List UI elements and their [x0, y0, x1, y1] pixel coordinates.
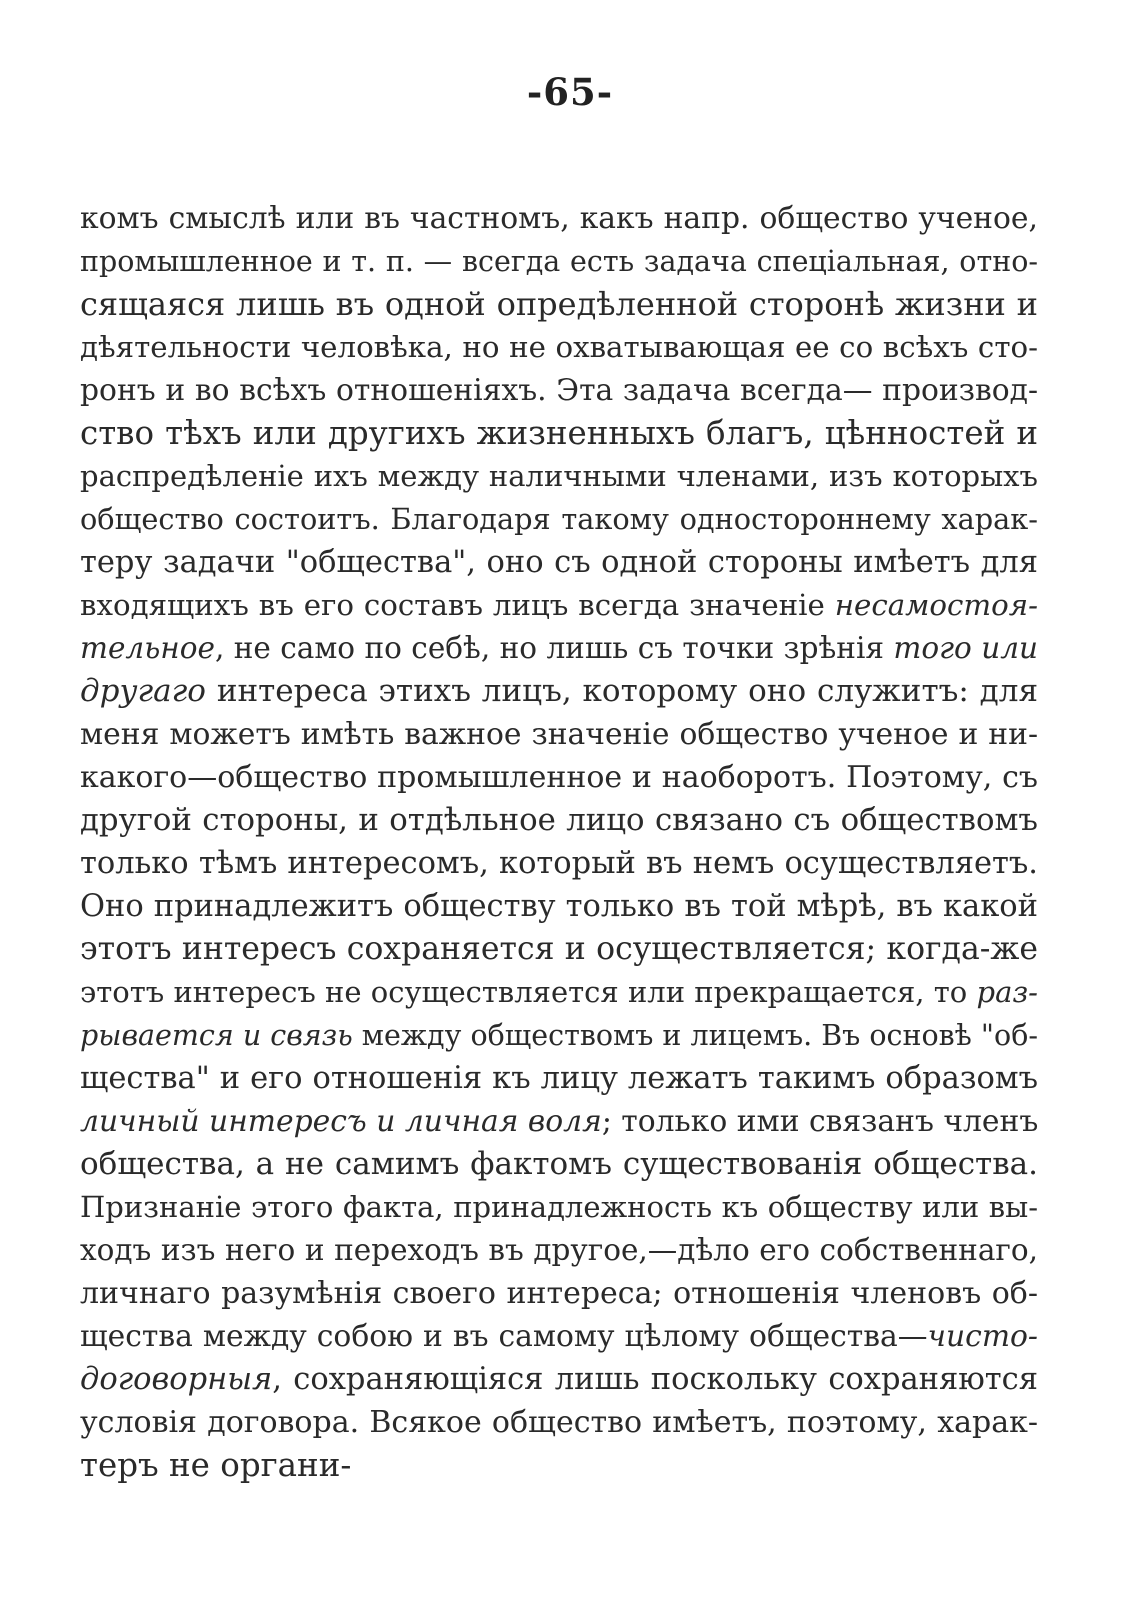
text-line — [80, 369, 1038, 412]
text-segment: ство тѣхъ или другихъ жизненныхъ благъ, цѣнностей и — [80, 414, 1038, 452]
text-line — [80, 627, 1038, 670]
text-line — [80, 240, 1038, 283]
text-segment: между обществомъ и лицемъ. Въ основѣ "об- — [352, 1019, 1038, 1052]
italic-text: договорныя — [80, 1362, 273, 1397]
text-line — [80, 670, 1038, 713]
text-segment: щества между собою и въ самому цѣлому общества— — [80, 1319, 928, 1354]
italic-text: другаго — [80, 673, 206, 709]
italic-text: того или — [893, 631, 1038, 665]
text-segment: этотъ интересъ не осуществляется или прекращается, то — [80, 975, 977, 1009]
text-line — [80, 1315, 1038, 1358]
text-segment: только тѣмъ интересомъ, который въ немъ осуществляетъ. — [80, 846, 1038, 881]
text-segment: Оно принадлежитъ обществу только въ той мѣрѣ, въ какой — [80, 889, 1038, 924]
text-segment: щества" и его отношенія къ лицу лежатъ такимъ образомъ — [80, 1061, 1038, 1096]
text-line — [80, 455, 1038, 498]
text-segment: Признаніе этого факта, принадлежность къ обществу или вы- — [80, 1190, 1038, 1224]
text-line — [80, 584, 1038, 627]
text-segment: ходъ изъ него и переходъ въ другое,—дѣло его собственнаго, — [80, 1233, 1038, 1267]
text-segment: другой стороны, и отдѣльное лицо связано съ обществомъ — [80, 802, 1038, 838]
text-line — [80, 498, 1038, 541]
body-text — [80, 197, 1038, 1487]
text-segment: общества, а не самимъ фактомъ существованія общества. — [80, 1146, 1038, 1182]
text-line — [80, 799, 1038, 842]
page-number: -65- — [526, 70, 614, 114]
text-segment: этотъ интересъ сохраняется и осуществляется; когда-же — [80, 931, 1038, 967]
text-line — [80, 885, 1038, 928]
text-segment: ронъ и во всѣхъ отношеніяхъ. Эта задача всегда— производ- — [80, 373, 1038, 408]
text-line — [80, 1057, 1038, 1100]
italic-text: тельное — [80, 631, 215, 665]
text-line — [80, 1143, 1038, 1186]
text-line — [80, 283, 1038, 326]
text-line — [80, 756, 1038, 799]
text-segment: теру задачи "общества", оно съ одной стороны имѣетъ для — [80, 545, 1038, 580]
text-line — [80, 971, 1038, 1014]
text-segment: входящихъ въ его составъ лицъ всегда значеніе — [80, 588, 835, 622]
text-line — [80, 412, 1038, 455]
text-segment: меня можетъ имѣть важное значеніе общество ученое и ни- — [80, 717, 1038, 752]
text-segment: личнаго разумѣнія своего интереса; отношенія членовъ об- — [80, 1276, 1038, 1311]
text-line — [80, 713, 1038, 756]
italic-text: несамостоя- — [834, 588, 1038, 622]
text-segment: сящаяся лишь въ одной опредѣленной сторонѣ жизни и — [80, 285, 1038, 323]
text-line — [80, 541, 1038, 584]
text-segment: какого—общество промышленное и наоборотъ. Поэтому, съ — [80, 760, 1038, 795]
text-segment: ; только ими связанъ членъ — [601, 1104, 1039, 1139]
text-segment: дѣятельности человѣка, но не охватывающая ее со всѣхъ сто- — [80, 330, 1038, 364]
text-line — [80, 1444, 1038, 1487]
text-line — [80, 1272, 1038, 1315]
text-line — [80, 1014, 1038, 1057]
text-segment: интереса этихъ лицъ, которому оно служитъ: для — [205, 673, 1038, 709]
text-line — [80, 1100, 1038, 1143]
text-line — [80, 1186, 1038, 1229]
text-segment: теръ не органи- — [80, 1446, 352, 1484]
text-segment: общество состоитъ. Благодаря такому одностороннему харак- — [80, 502, 1038, 536]
text-segment: , не само по себѣ, но лишь съ точки зрѣнія — [214, 631, 894, 665]
text-line — [80, 1401, 1038, 1444]
text-line — [80, 326, 1038, 369]
italic-text: раз- — [976, 975, 1038, 1009]
italic-text: рывается и связь — [80, 1019, 353, 1052]
text-line — [80, 1229, 1038, 1272]
text-line — [80, 928, 1038, 971]
text-line — [80, 842, 1038, 885]
text-line — [80, 1358, 1038, 1401]
text-segment: промышленное и т. п. — всегда есть задача спеціальная, отно- — [80, 245, 1038, 278]
italic-text: личный интересъ и личная воля — [80, 1104, 602, 1139]
italic-text: чисто- — [927, 1319, 1038, 1354]
text-segment: комъ смыслѣ или въ частномъ, какъ напр. общество ученое, — [80, 201, 1038, 236]
text-segment: условія договора. Всякое общество имѣетъ, поэтому, харак- — [80, 1405, 1038, 1440]
text-segment: распредѣленіе ихъ между наличными членами, изъ которыхъ — [80, 459, 1038, 493]
text-segment: , сохраняющіяся лишь поскольку сохраняются — [272, 1362, 1038, 1397]
text-line — [80, 197, 1038, 240]
